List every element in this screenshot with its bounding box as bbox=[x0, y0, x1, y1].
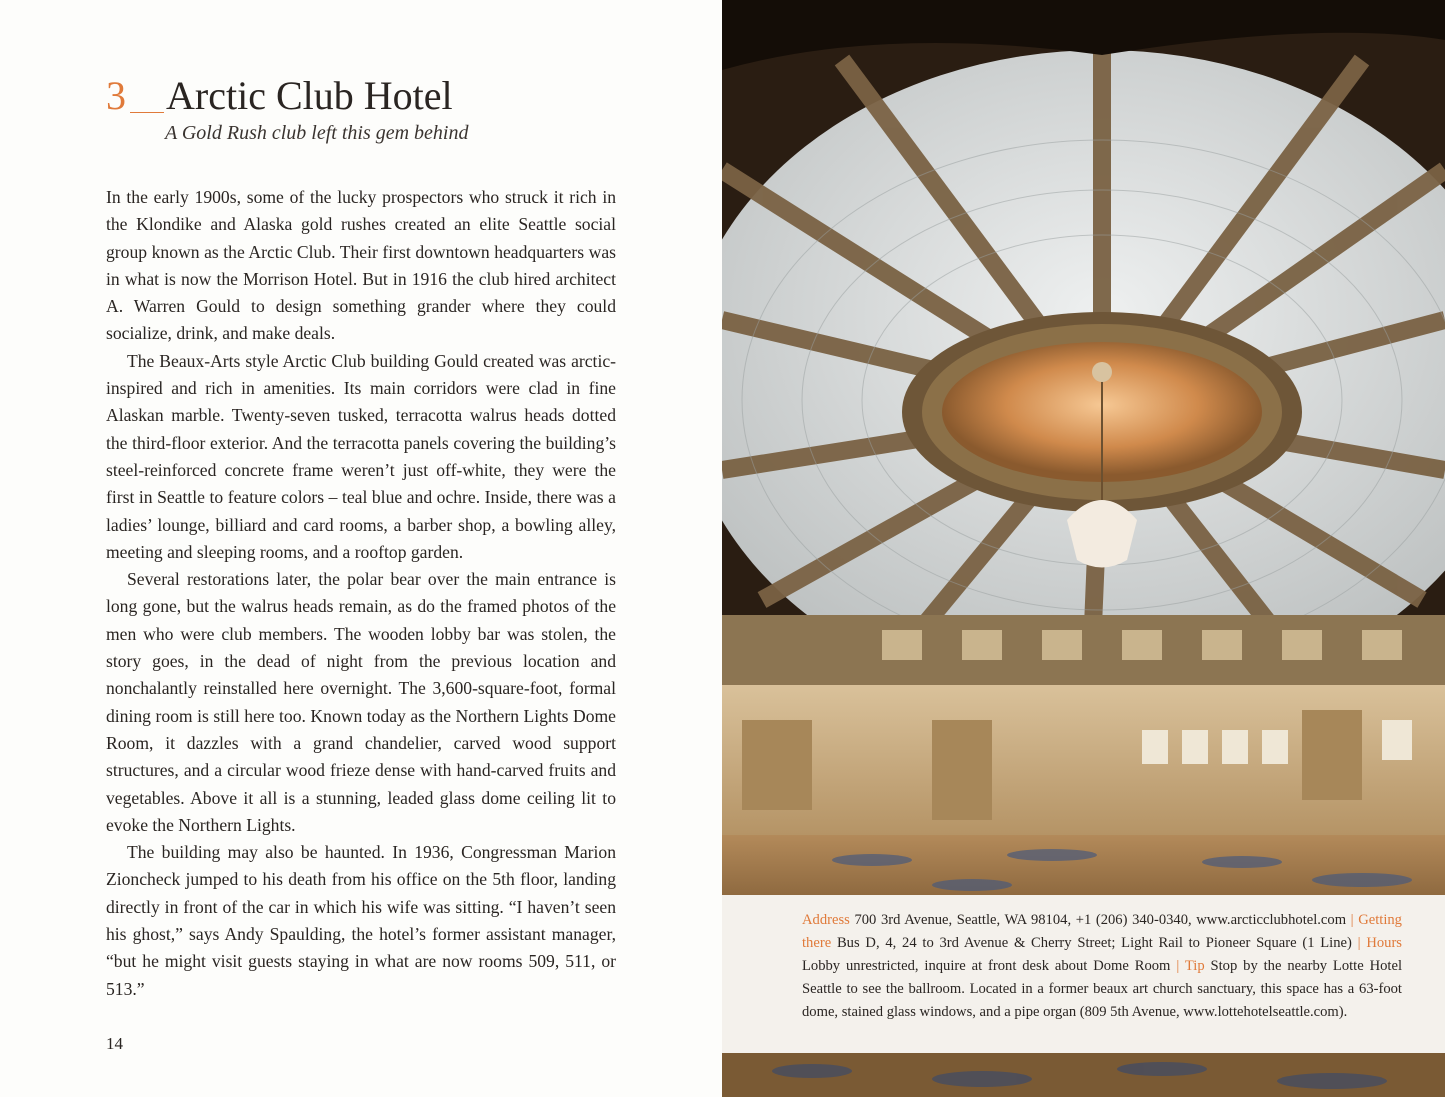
page-title: Arctic Club Hotel bbox=[166, 73, 453, 118]
article-body bbox=[106, 184, 616, 1003]
chapter-number: 3 bbox=[106, 73, 126, 118]
tip-text: Stop by the nearby Lotte Hotel Seattle to see the ballroom. Located in a former beaux art church sanctuary, this space has a 63-foot dome, stained glass windows, and a pipe organ (809 5th Avenue, www.lottehotelseattle.com). bbox=[802, 957, 1403, 1020]
dome-room-photo bbox=[722, 0, 1445, 895]
hours-label: Hours bbox=[1366, 934, 1402, 951]
getting-there-label: Getting there bbox=[802, 912, 1402, 951]
paragraph-1: In the early 1900s, some of the lucky prospectors who struck it rich in the Klondike and Alaska gold rushes created an elite Seattle social group known as the Arctic Club. Their first downtown headquarters was in what is now the Morrison Hotel. But in 1916 the club hired architect A. Warren Gould to design something grander where they could socialize, drink, and make deals. bbox=[106, 187, 616, 344]
info-box bbox=[722, 895, 1445, 1053]
left-page bbox=[0, 0, 722, 1097]
getting-there-text: Bus D, 4, 24 to 3rd Avenue & Cherry Street; Light Rail to Pioneer Square (1 Line) bbox=[836, 934, 1352, 951]
paragraph-3: Several restorations later, the polar bear over the main entrance is long gone, but the walrus heads remain, as do the framed photos of the men who were club members. The wooden lobby bar was stolen, the story goes, in the dead of night from the previous location and nonchalantly reinstalled here overnight. The 3,600-square-foot, formal dining room is still here too. Known today as the Northern Lights Dome Room, it dazzles with a grand chandelier, carved wood support structures, and a circular wood frieze dense with hand-carved fruits and vegetables. Above it all is a stunning, leaded glass dome ceiling lit to evoke the Northern Lights. bbox=[106, 569, 616, 835]
page-subtitle: A Gold Rush club left this gem behind bbox=[165, 122, 469, 144]
address-label: Address bbox=[802, 912, 850, 928]
tip-label: Tip bbox=[1184, 957, 1205, 974]
separator: | bbox=[1350, 912, 1354, 928]
chapter-number-rule bbox=[130, 112, 164, 113]
right-page bbox=[722, 0, 1445, 1097]
separator: | bbox=[1357, 934, 1361, 951]
paragraph-2: The Beaux-Arts style Arctic Club building Gould created was arctic-inspired and rich in amenities. Its main corridors were clad in fine Alaskan marble. Twenty-seven tusked, terracotta walrus heads dotted the third-floor exterior. And the terracotta panels covering the building’s steel-reinforced concrete frame weren’t just off-white, they were the first in Seattle to feature colors – teal blue and ochre. Inside, there was a ladies’ lounge, billiard and card rooms, a barber shop, a bowling alley, meeting and sleeping rooms, and a rooftop garden. bbox=[106, 350, 616, 562]
address-text: 700 3rd Avenue, Seattle, WA 98104, +1 (206) 340-0340, www.arcticclubhotel.com bbox=[854, 912, 1347, 928]
page-number: 14 bbox=[106, 1034, 123, 1053]
paragraph-4: The building may also be haunted. In 1936, Congressman Marion Zioncheck jumped to his death from his office on the 5th floor, landing directly in front of the car in which his wife was sitting. “I haven’t seen his ghost,” says Andy Spaulding, the hotel’s former assistant manager, “but he might visit guests staying in what are now rooms 509, 511, or 513.” bbox=[106, 842, 616, 999]
info-text bbox=[802, 909, 1402, 1024]
separator: | bbox=[1176, 957, 1180, 974]
photo-bottom-strip bbox=[722, 1053, 1445, 1097]
hours-text: Lobby unrestricted, inquire at front desk about Dome Room bbox=[802, 957, 1171, 974]
